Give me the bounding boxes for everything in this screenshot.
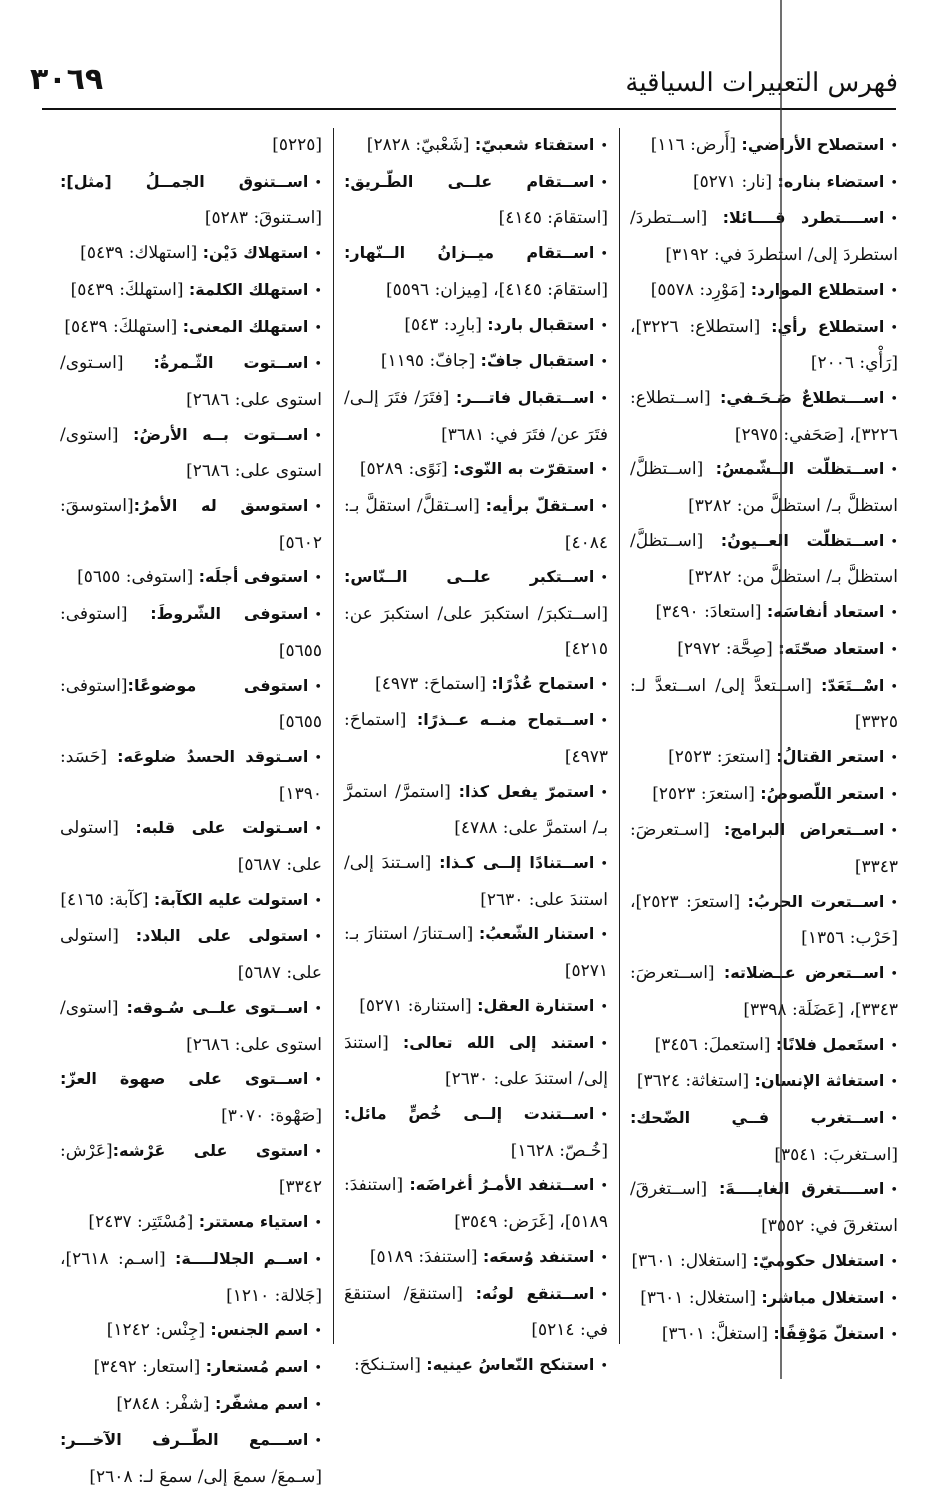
entry-reference: [اســتظلَّ/ استظلَّ بـ/ استظلَّ من: ٣٢٨٢]: [630, 459, 898, 517]
entry-reference: [اسـتنارَ/ استنارَ بـ: ٥٢٧١]: [344, 924, 608, 982]
entry-headword: استعاد أنفاسَه:: [766, 602, 885, 622]
entry-headword: اســتقام علــى الطّـريق:: [344, 171, 595, 191]
entry-headword: استعر اللّصوصُ:: [760, 783, 885, 803]
index-entry: [630, 740, 898, 777]
entry-headword: استغلال مباشر:: [761, 1287, 885, 1307]
entry-reference: [اسـتعرضَ: ٣٣٤٣]: [630, 820, 898, 878]
index-entry: [344, 989, 608, 1026]
entry-reference: [استهلكَ: ٥٤٣٩]: [64, 316, 183, 337]
index-entry: [60, 273, 322, 310]
index-entry: [344, 560, 608, 666]
entry-reference: [جافّ: ١١٩٥]: [380, 351, 481, 372]
entry-reference: [استوى/ استوى على: ٢٦٨٦]: [60, 424, 322, 482]
index-entry: [60, 1350, 322, 1387]
index-entry: [630, 669, 898, 740]
entry-headword: اسم مشفّر:: [214, 1393, 309, 1413]
index-entry: [630, 273, 898, 310]
entry-reference: [استقامَ: ٤١٤٥]، [مِيزان: ٥٥٩٦]: [386, 279, 608, 300]
index-entry: [60, 883, 322, 920]
index-entry: [60, 669, 322, 740]
entry-reference: [استعملَ: ٣٤٥٦]: [654, 1034, 776, 1055]
header-rule: [42, 108, 896, 110]
entry-headword: استعر القتالُ:: [776, 746, 885, 766]
index-entry: [60, 740, 322, 811]
index-entry: [60, 346, 322, 417]
entry-headword: اسم مُستعار:: [205, 1356, 309, 1376]
entry-headword: استهلك الكلمة:: [188, 279, 309, 299]
page-title: فهرس التعبيرات السياقية: [625, 68, 898, 98]
entry-reference: [استعرَ: ٢٥٢٣]، [حَرْب: ١٣٥٦]: [630, 891, 898, 949]
entry-reference: [اسـتندَ إلى/ استندَ على: ٢٦٣٠]: [344, 853, 608, 910]
entry-headword: اســـمع الطّــرف الآخـــر:: [60, 1430, 309, 1450]
entry-reference: [استوفى: ٥٦٥٥]: [60, 604, 322, 661]
entry-headword: اســتقام ميــزانُ الــنّهار:: [344, 243, 595, 263]
entry-headword: اسـتوقد الحسدُ ضلوعَه:: [117, 746, 309, 766]
index-entry: [60, 165, 322, 236]
entry-reference: [استنفدَ: ٥١٨٩]: [369, 1246, 483, 1267]
entry-headword: استعاد صحّتَه:: [778, 638, 885, 658]
entry-reference: [استوفى: ٥٦٥٥]: [60, 675, 322, 733]
entry-reference: [استندَ إلى/ استندَ على: ٢٦٣٠]: [344, 1032, 608, 1090]
entry-headword: اســتوى علــى سُـوقه:: [126, 997, 309, 1017]
entry-headword: استطلاع الموارد:: [750, 279, 885, 299]
entry-headword: اســتوت بــه الأرضُ:: [133, 424, 309, 444]
entry-headword: استند إلى الله تعالى:: [402, 1032, 595, 1052]
index-entry: [344, 667, 608, 704]
index-entry: [630, 1172, 898, 1243]
entry-headword: استطلاع رأي:: [771, 316, 885, 336]
page-number: ٣٠٦٩: [30, 62, 104, 97]
entry-headword: اســــتطرد قــــائلا:: [722, 208, 885, 228]
entry-headword: استقبال جافّ:: [480, 351, 595, 371]
index-column-left: [60, 128, 322, 1488]
index-entry: [630, 632, 898, 669]
entry-headword: اســتكبر علــى الــنّاس:: [344, 567, 595, 587]
entry-headword: استصلاح الأراضي:: [741, 135, 885, 154]
index-entry: [344, 1026, 608, 1097]
entry-reference: [خُـصّ: ١٦٢٨]: [510, 1140, 608, 1161]
index-entry: [60, 1242, 322, 1313]
entry-headword: اســتقبال فاتـــر:: [455, 387, 595, 407]
entry-reference: [استقامَ: ٤١٤٥]: [498, 208, 608, 229]
entry-headword: استياء مستتر:: [198, 1212, 309, 1232]
entry-headword: استضاء بناره:: [777, 171, 885, 191]
entry-headword: اســتعراض البرامج:: [723, 820, 885, 840]
entry-headword: اســتوت الثّـمرةُ:: [153, 353, 309, 373]
entry-headword: استوفى أجلَه:: [198, 567, 309, 587]
entry-headword: اســتنوق الجمــلُ [مثل]:: [60, 171, 309, 191]
index-entry: [344, 489, 608, 560]
entry-headword: استوى على عَرْشه:: [112, 1140, 309, 1160]
index-entry: [630, 201, 898, 272]
entry-reference: [شفْر: ٢٨٤٨]: [116, 1393, 215, 1414]
index-entry: [60, 1205, 322, 1242]
entry-headword: استغلال حكوميّ:: [752, 1250, 885, 1270]
index-entry: [60, 128, 322, 165]
entry-reference: [استنارة: ٥٢٧١]: [359, 995, 478, 1016]
index-entry: [60, 919, 322, 990]
entry-headword: اســتغرب فــي الضّحك:: [630, 1107, 885, 1127]
index-entry: [60, 1313, 322, 1350]
index-entry: [344, 703, 608, 774]
index-entry: [630, 128, 898, 165]
entry-headword: استقرّت به النّوى:: [453, 459, 595, 479]
entry-headword: استغلّ مَوْقِفًا:: [773, 1324, 885, 1344]
entry-reference: [اســتعدَّ إلى/ اســتعدَّ لـ: ٣٣٢٥]: [630, 675, 898, 733]
index-entry: [344, 308, 608, 345]
index-entry: [630, 310, 898, 381]
entry-headword: استغاثة الإنسان:: [754, 1071, 885, 1091]
index-entry: [630, 885, 898, 956]
entry-reference: [أَرض: ١١٦]: [650, 135, 742, 155]
entry-reference: [اســتعرضَ: ٣٣٤٣]، [عَضَلَة: ٣٣٩٨]: [630, 963, 898, 1020]
entry-headword: استوفى موضوعًا:: [127, 675, 309, 695]
index-entry: [60, 1134, 322, 1205]
entry-reference: [استعرَ: ٢٥٢٣]: [652, 783, 761, 804]
index-column-middle: [344, 128, 608, 1375]
index-entry: [60, 236, 322, 273]
index-entry: [60, 560, 322, 597]
entry-reference: [سـمعَ/ سمعَ إلى/ سمعَ لـ: ٢٦٠٨]: [89, 1467, 322, 1488]
entry-reference: [استطلاع: ٣٢٢٦]، [رَأْي: ٢٠٠٦]: [630, 316, 898, 374]
entry-reference: [استماحَ: ٤٩٧٣]: [344, 710, 608, 767]
entry-reference: [٥٢٢٥]: [272, 135, 322, 155]
index-entry: [60, 1387, 322, 1424]
index-entry: [630, 381, 898, 452]
entry-reference: [عَرْش: ٣٣٤٢]: [60, 1140, 322, 1198]
entry-reference: [استهلاك: ٥٤٣٩]: [80, 243, 203, 264]
entry-reference: [استوفى: ٥٦٥٥]: [77, 567, 199, 588]
index-entry: [630, 1028, 898, 1065]
index-entry: [344, 1348, 608, 1385]
entry-headword: اســتعرض عــضلاته:: [723, 963, 885, 983]
index-entry: [344, 452, 608, 489]
scan-artifact-line: [780, 0, 782, 1379]
index-entry: [344, 344, 608, 381]
entry-headword: استنكح النّعاسُ عينيه:: [426, 1354, 595, 1374]
entry-headword: اسـتولت على قلبه:: [135, 818, 309, 838]
entry-reference: [صَهْوة: ٣٠٧٠]: [221, 1105, 322, 1126]
entry-headword: اســــتغرق الغايــــةَ:: [718, 1179, 885, 1199]
entry-headword: استفتاء شعبيّ:: [474, 135, 595, 154]
entry-reference: [استعار: ٣٤٩٢]: [93, 1356, 206, 1377]
index-entry: [344, 1277, 608, 1348]
index-entry: [344, 236, 608, 307]
entry-reference: [استولى على: ٥٦٨٧]: [60, 818, 322, 876]
entry-reference: [بارِد: ٥٤٣]: [404, 314, 488, 335]
index-entry: [630, 524, 898, 595]
entry-reference: [استولى على: ٥٦٨٧]: [60, 926, 322, 984]
column-divider: [619, 128, 620, 1344]
entry-reference: [اسـم: ٢٦١٨]، [جَلالة: ١٢١٠]: [60, 1248, 322, 1306]
entry-reference: [استماحَ: ٤٩٧٣]: [375, 673, 492, 694]
index-entry: [344, 1097, 608, 1168]
column-divider: [333, 128, 334, 1344]
entry-reference: [استنفدَ: ٥١٨٩]، [غَرَض: ٣٥٤٩]: [344, 1175, 608, 1233]
index-entry: [344, 917, 608, 988]
entry-reference: [اســتطردَ/ استطردَ إلى/ استطردَ في: ٣١٩٢]: [630, 208, 898, 266]
index-column-right: [630, 128, 898, 1346]
entry-reference: [شَعْبيّ: ٢٨٢٨]: [366, 135, 475, 155]
entry-headword: استَعمل فلانًا:: [775, 1034, 885, 1054]
index-entry: [630, 1101, 898, 1172]
entry-headword: استنفد وُسعَه:: [482, 1246, 595, 1266]
index-entry: [630, 452, 898, 523]
entry-reference: [اسـتقلَّ/ استقلَّ بـ: ٤٠٨٤]: [344, 496, 608, 553]
entry-headword: استولى على البلاد:: [135, 926, 309, 946]
entry-reference: [اســتغرقَ/ استغرقَ في: ٣٥٥٢]: [630, 1179, 898, 1237]
entry-reference: [استعرَ: ٢٥٢٣]: [668, 746, 777, 767]
index-entry: [344, 165, 608, 236]
index-entry: [630, 956, 898, 1027]
entry-headword: اســتندت إلــى خُصٍّ مائل:: [344, 1103, 595, 1123]
entry-reference: [استغلال: ٣٦٠١]: [640, 1287, 762, 1308]
entry-reference: [استمرَّ/ استمرَّ بـ/ استمرَّ على: ٤٧٨٨]: [344, 781, 608, 839]
entry-reference: [استنقعَ/ استنقعَ في: ٥٢١٤]: [344, 1283, 608, 1341]
index-entry: [60, 1423, 322, 1494]
entry-headword: اسـتقلّ برأيه:: [485, 496, 595, 516]
entry-headword: اسم الجنس:: [210, 1320, 309, 1340]
entry-reference: [استغلَّ: ٣٦٠١]: [661, 1324, 774, 1345]
index-entry: [630, 1244, 898, 1281]
entry-headword: استنار الشّعبُ:: [478, 924, 595, 944]
page-header: [30, 62, 898, 102]
entry-reference: [حَسَد: ١٣٩٠]: [60, 746, 322, 804]
entry-reference: [اسـتغربَ: ٣٥٤١]: [774, 1144, 898, 1165]
entry-reference: [مَوْرِد: ٥٥٧٨]: [650, 279, 751, 300]
entry-reference: [اســتطلاع: ٣٢٢٦]، [صَحَفي: ٢٩٧٥]: [630, 387, 898, 445]
entry-headword: اســتوى على صهوة العزّ:: [60, 1069, 309, 1089]
index-entry: [630, 777, 898, 814]
index-entry: [60, 1062, 322, 1133]
index-entry: [630, 1281, 898, 1318]
index-entry: [344, 1240, 608, 1277]
index-entry: [630, 1317, 898, 1354]
entry-reference: [اســتظلَّ/ استظلَّ بـ/ استظلَّ من: ٣٢٨٢]: [630, 530, 898, 588]
entry-headword: استوسق له الأمرُ:: [133, 496, 309, 516]
entry-reference: [اسـتنوقَ: ٥٢٨٣]: [204, 208, 322, 229]
entry-headword: استقبال بارد:: [487, 314, 595, 334]
entry-reference: [استـنكحَ:: [353, 1354, 427, 1375]
entry-headword: اســم الجلالــــة:: [174, 1248, 309, 1268]
entry-headword: اســتنفد الأمـرُ أغراضَه:: [409, 1175, 595, 1195]
index-entry: [60, 597, 322, 668]
index-entry: [60, 489, 322, 560]
index-entry: [344, 381, 608, 452]
entry-reference: [اســتكبرَ/ استكبرَ على/ استكبرَ عن: ٤٢١٥]: [344, 604, 608, 659]
entry-reference: [استغاثة: ٣٦٢٤]: [636, 1071, 755, 1092]
index-entry: [344, 1168, 608, 1239]
entry-headword: استماح عُذْرًا:: [491, 673, 595, 693]
entry-reference: [فتَرَ/ فتَرَ إلـى/ فتَرَ عن/ فتَرَ في: ٣٦٨١]: [344, 387, 608, 445]
index-entry: [60, 418, 322, 489]
entry-headword: استولت عليه الكآبة:: [153, 889, 309, 909]
entry-headword: استنارة العقل:: [477, 995, 595, 1015]
index-entry: [344, 775, 608, 846]
entry-headword: اسْــتَعَدّ:: [820, 675, 885, 695]
entry-headword: استمرّ يفعل كذا:: [458, 781, 595, 801]
entry-reference: [استوسقَ: ٥٦٠٢]: [60, 496, 322, 553]
entry-reference: [نار: ٥٢٧١]: [692, 171, 778, 192]
entry-headword: اســـتطلاعٌ صَـحَـفي:: [719, 387, 885, 407]
index-entry: [60, 310, 322, 347]
entry-reference: [مُسْتَتِر: ٢٤٣٧]: [88, 1212, 199, 1233]
index-entry: [630, 595, 898, 632]
entry-reference: [استوى/ استوى على: ٢٦٨٦]: [60, 997, 322, 1055]
entry-headword: استوفى الشّروطَ:: [150, 604, 309, 624]
index-entry: [630, 813, 898, 884]
entry-reference: [اسـتوى/ استوى على: ٢٦٨٦]: [60, 353, 322, 410]
index-entry: [344, 128, 608, 165]
entry-reference: [استغلال: ٣٦٠١]: [631, 1250, 753, 1271]
entry-reference: [كآبة: ٤١٦٥]: [60, 889, 154, 910]
entry-headword: اســتماح منــه عــذرًا:: [416, 710, 595, 730]
index-entry: [344, 846, 608, 917]
index-entry: [60, 991, 322, 1062]
entry-headword: اســتظلّت الــشّمسُ:: [715, 459, 885, 479]
entry-headword: استهلاك دَيْن:: [202, 243, 309, 263]
entry-headword: استهلك المعنى:: [182, 316, 309, 336]
entry-reference: [صِحَّة: ٢٩٧٢]: [677, 638, 779, 659]
entry-reference: [استهلكَ: ٥٤٣٩]: [70, 279, 189, 300]
entry-headword: اســتظلّت العــيونُ:: [720, 530, 885, 550]
entry-headword: اســتنقع لونُه:: [475, 1283, 595, 1303]
entry-headword: اســتعرت الحربُ:: [747, 891, 885, 911]
index-entry: [630, 1064, 898, 1101]
entry-reference: [نَوًى: ٥٢٨٩]: [359, 459, 454, 480]
entry-reference: [استعادَ: ٣٤٩٠]: [655, 602, 767, 623]
index-entry: [60, 811, 322, 882]
entry-reference: [جِنْس: ١٢٤٢]: [106, 1320, 211, 1341]
index-entry: [630, 165, 898, 202]
entry-headword: اســتنادًا إلــى كـذا:: [439, 853, 595, 873]
